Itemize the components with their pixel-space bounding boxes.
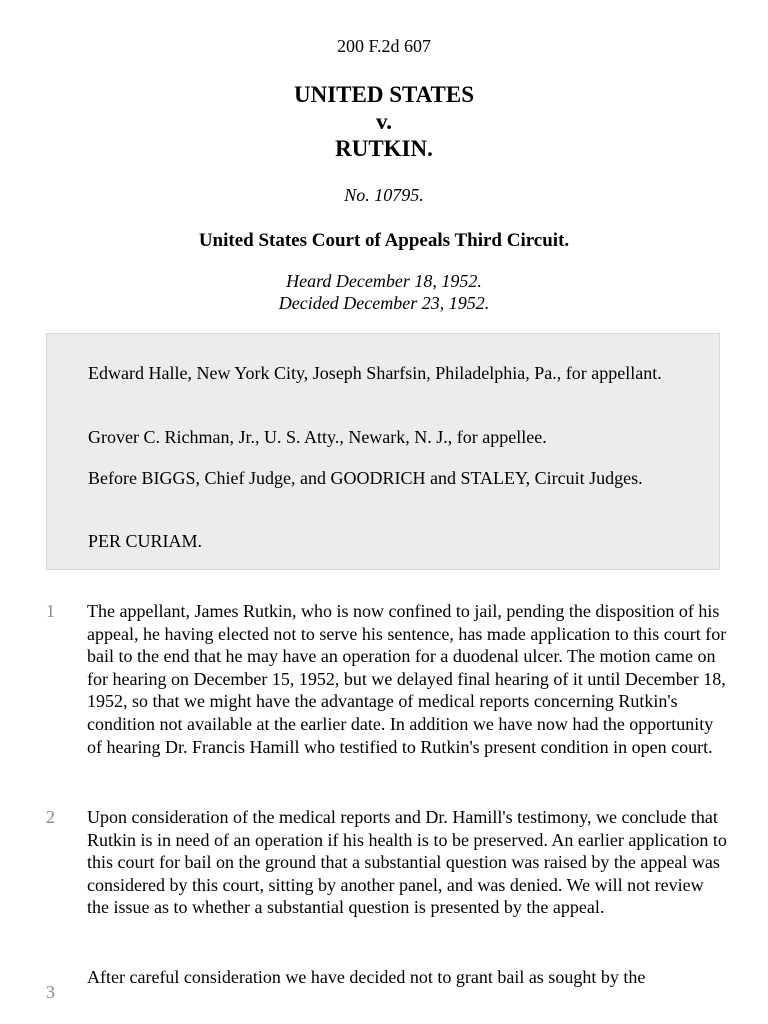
caption-versus: v. (376, 109, 392, 134)
case-caption (0, 81, 768, 162)
appellee-counsel: Grover C. Richman, Jr., U. S. Atty., Newark, N. J., for appellee. (88, 427, 547, 447)
docket-number: No. 10795. (344, 185, 424, 205)
per-curiam-label: PER CURIAM. (88, 531, 203, 551)
court-name: United States Court of Appeals Third Circuit. (198, 230, 570, 251)
paragraph-number: 2 (46, 807, 55, 827)
bench-judges: Before BIGGS, Chief Judge, and GOODRICH and STALEY, Circuit Judges. (88, 468, 643, 488)
heard-date: Heard December 18, 1952. (286, 271, 482, 291)
paragraph-text: After careful consideration we have decided not to grant bail as sought by the (87, 967, 646, 987)
caption-plaintiff: UNITED STATES (293, 82, 474, 107)
paragraph-text: The appellant, James Rutkin, who is now confined to jail, pending the disposition of his appeal, he having elected not to serve his sentence, has made application to this court for bail to the end that he may have an operation for a duodenal ulcer. The motion came on for hearing on December 15, 1952, but we delayed final hearing of it until December 18, 1952, so that we might have the advantage of medical reports concerning Rutkin's condition not available at the earlier date. In addition we have now had the opportunity of hearing Dr. Francis Hamill who testified to Rutkin's present condition in open court. (87, 601, 727, 757)
counsel-panel (46, 333, 720, 570)
decided-date: Decided December 23, 1952. (278, 293, 490, 313)
paragraph-number: 3 (46, 982, 55, 1002)
paragraph-number: 1 (46, 601, 55, 621)
case-dates (0, 270, 768, 314)
case-citation: 200 F.2d 607 (336, 36, 432, 56)
paragraph-text: Upon consideration of the medical reports and Dr. Hamill's testimony, we conclude that Rutkin is in need of an operation if his health is to be preserved. An earlier application to this court for bail on the ground that a substantial question was raised by the appeal was considered by this court, sitting by another panel, and was denied. We will not review the issue as to whether a substantial question is presented by the appeal. (87, 807, 727, 918)
appellant-counsel: Edward Halle, New York City, Joseph Sharfsin, Philadelphia, Pa., for appellant. (88, 363, 662, 383)
caption-defendant: RUTKIN. (335, 136, 433, 161)
